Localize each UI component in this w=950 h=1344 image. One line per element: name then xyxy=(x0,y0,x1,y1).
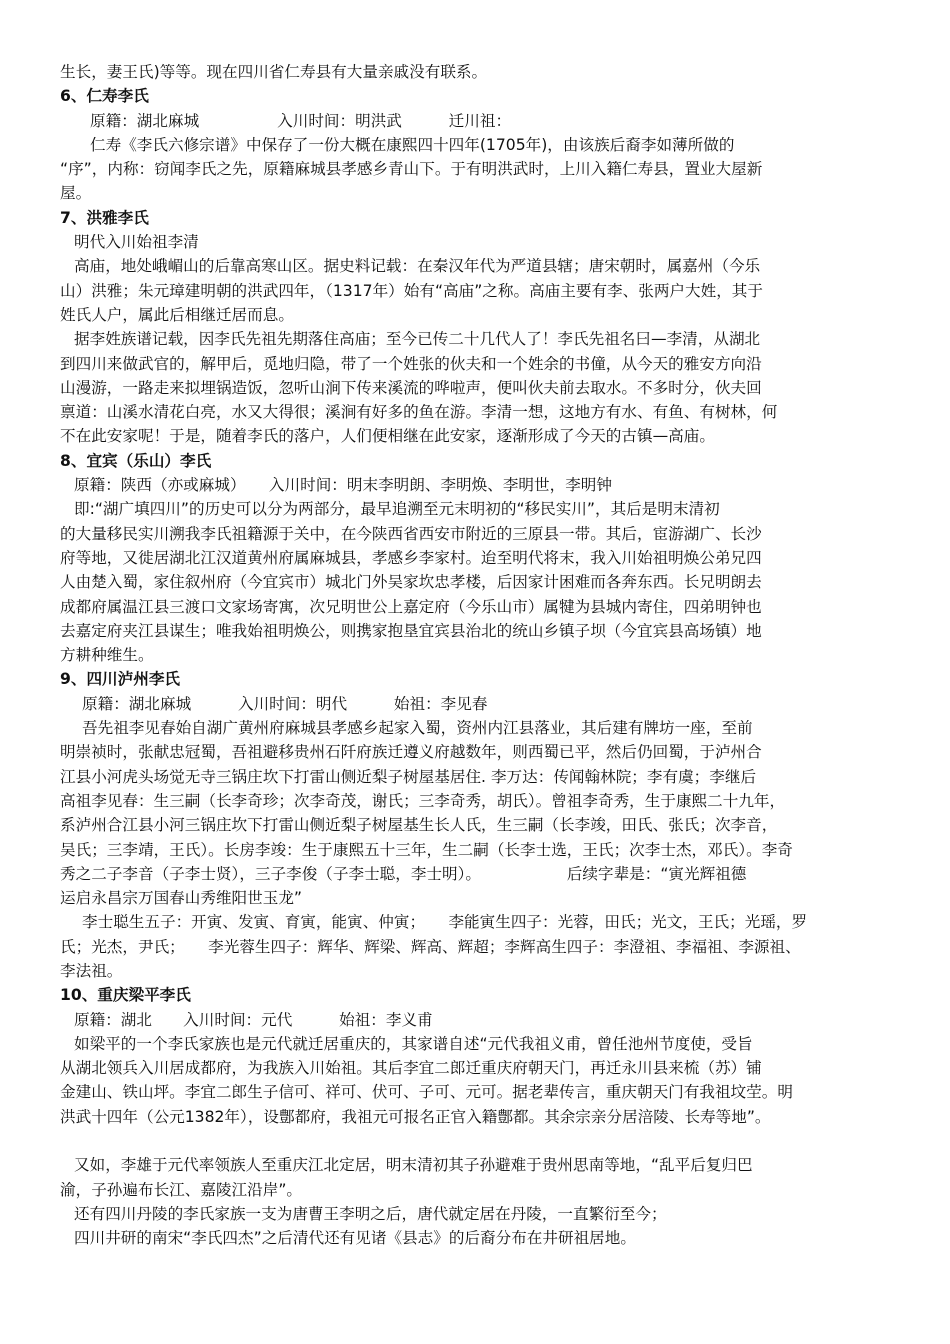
text-line: 原籍：湖北 入川时间：元代 始祖：李义甫 xyxy=(74,1010,433,1029)
text-line: 运启永昌宗万国春山秀维阳世玉龙” xyxy=(60,889,302,908)
section-heading: 10、重庆梁平李氏 xyxy=(60,986,191,1005)
text-line: 原籍：湖北麻城 入川时间：明洪武 迁川祖： xyxy=(90,111,512,130)
text-line: 秀之二子李音（子李士贤），三子李俊（子李士聪，李士明）。 后续字辈是：“寅光辉祖德 xyxy=(60,864,747,883)
text-line: 去嘉定府夹江县谋生；唯我始祖明焕公，则携家抱垦宜宾县治北的统山乡镇子坝（今宜宾县高场镇）地 xyxy=(60,621,762,640)
text-line: 方耕种维生。 xyxy=(60,646,154,665)
text-line: 明崇祯时，张献忠冠蜀，吾祖避移贵州石阡府族迁遵义府越数年，则西蜀已平，然后仍回蜀，于泸州合 xyxy=(60,743,762,762)
text-line: 还有四川丹陵的李氏家族一支为唐曹王李明之后，唐代就定居在丹陵，一直繁衍至今； xyxy=(74,1204,667,1223)
text-line: 山漫游，一路走来拟埋锅造饭，忽听山涧下传来溪流的哗啦声，便叫伙夫前去取水。不多时分，伙夫回 xyxy=(60,378,762,397)
text-line: 即:“湖广填四川”的历史可以分为两部分，最早追溯至元末明初的“移民实川”，其后是明末清初 xyxy=(74,500,720,519)
text-line: 府等地，又徙居湖北江汉道黄州府属麻城县，孝感乡李家村。迨至明代将末，我入川始祖明焕公弟兄四 xyxy=(60,548,762,567)
text-line: 人由楚入蜀，家住叙州府（今宜宾市）城北门外吴家坎忠孝楼，后因家计困难而各奔东西。长兄明朗去 xyxy=(60,573,762,592)
text-line: 金建山、铁山坪。李宜二郎生子信可、祥可、伏可、子可、元可。据老辈传言，重庆朝天门有我祖坟茔。明 xyxy=(60,1083,793,1102)
text-line: 不在此安家呢！于是，随着李氏的落户，人们便相继在此安家，逐渐形成了今天的古镇—高庙。 xyxy=(60,427,715,446)
text-line: 原籍：陕西（亦或麻城） 入川时间：明末李明朗、李明焕、李明世，李明钟 xyxy=(74,476,612,495)
section-heading: 7、洪雅李氏 xyxy=(60,208,149,227)
text-line: 吾先祖李见春始自湖广黄州府麻城县孝感乡起家入蜀，资州内江县落业，其后建有牌坊一座，至前 xyxy=(82,719,753,738)
text-line: 李法祖。 xyxy=(60,961,123,980)
text-line: 屋。 xyxy=(60,184,92,203)
blank-line xyxy=(60,1129,888,1153)
text-line: 渝，子孙遍布长江、嘉陵江沿岸”。 xyxy=(60,1180,302,1199)
text-line: 禀道：山溪水清花白亮，水又大得很；溪涧有好多的鱼在游。李清一想，这地方有水、有鱼、有树林，何 xyxy=(60,403,778,422)
text-line: 到四川来做武官的，解甲后，觅地归隐，带了一个姓张的伙夫和一个姓余的书僮，从今天的雅安方向沿 xyxy=(60,354,762,373)
text-line: 山）洪雅；朱元璋建明朝的洪武四年，（1317年）始有“高庙”之称。高庙主要有李、张两户大姓，其于 xyxy=(60,281,763,300)
text-line: 的大量移民实川溯我李氏祖籍源于关中，在今陕西省西安市附近的三原县一带。其后，宦游湖广、长沙 xyxy=(60,524,762,543)
text-line: 吴氏；三李靖，王氏）。长房李竣：生于康熙五十三年，生二嗣（长李士选，王氏；次李士杰，邓氏）。李奇 xyxy=(60,840,793,859)
text-line: 如梁平的一个李氏家族也是元代就迁居重庆的，其家谱自述“元代我祖义甫，曾任池州节度使，受旨 xyxy=(74,1034,753,1053)
text-line: 姓氏人户，属此后相继迁居而息。 xyxy=(60,305,294,324)
section-heading: 9、四川泸州李氏 xyxy=(60,670,181,689)
text-line: 明代入川始祖李清 xyxy=(74,233,199,252)
text-line: 李士聪生五子：开寅、发寅、育寅，能寅、仲寅； 李能寅生四子：光蓉，田氏；光文，王氏；光瑶，罗 xyxy=(82,913,808,932)
section-heading: 6、仁寿李氏 xyxy=(60,87,149,106)
text-line: 从湖北领兵入川居成都府，为我族入川始祖。其后李宜二郎迁重庆府朝天门，再迁永川县来梳（苏）铺 xyxy=(60,1059,762,1078)
text-line: 据李姓族谱记载，因李氏先祖先期落住高庙；至今已传二十几代人了！李氏先祖名曰—李清，从湖北 xyxy=(74,330,761,349)
text-line: 高庙，地处峨嵋山的后靠高寒山区。据史料记载：在秦汉年代为严道县辖；唐宋朝时，属嘉州（今乐 xyxy=(74,257,761,276)
text-line: 系泸州合江县小河三锅庄坎下打雷山侧近梨子树屋基生长人氏，生三嗣（长李竣，田氏、张氏；次李音， xyxy=(60,816,778,835)
text-line: “序”，内称：窃闻李氏之先，原籍麻城县孝感乡青山下。于有明洪武时，上川入籍仁寿县，置业大屋新 xyxy=(60,160,763,179)
text-line: 洪武十四年（公元1382年），设鄷都府，我祖元可报名正官入籍鄷都。其余宗亲分居涪陵、长寿等地”。 xyxy=(60,1107,771,1126)
section-heading: 8、宜宾（乐山）李氏 xyxy=(60,451,212,470)
text-line: 江县小河虎头场觉无寺三锅庄坎下打雷山侧近梨子树屋基居住. 李万达：传闻翰林院；李有虞；李继后 xyxy=(60,767,757,786)
text-line: 四川井研的南宋“李氏四杰”之后清代还有见诸《县志》的后裔分布在井研祖居地。 xyxy=(74,1229,636,1248)
text-line: 成都府属温江县三渡口文家场寄寓，次兄明世公上嘉定府（今乐山市）属犍为县城内寄住，四弟明钟也 xyxy=(60,597,762,616)
text-line: 又如，李雄于元代率领族人至重庆江北定居，明末清初其子孙避难于贵州思南等地，“乱平后复归巴 xyxy=(74,1156,753,1175)
text-line: 氏；光杰，尹氏； 李光蓉生四子：辉华、辉梁、辉高、辉超；李辉高生四子：李澄祖、李福祖、李源祖、 xyxy=(60,937,801,956)
text-line: 仁寿《李氏六修宗谱》中保存了一份大概在康熙四十四年(1705年)，由该族后裔李如薄所做的 xyxy=(90,135,735,154)
text-line: 原籍：湖北麻城 入川时间：明代 始祖：李见春 xyxy=(82,694,488,713)
text-line: 生长，妻王氏)等等。现在四川省仁寿县有大量亲戚没有联系。 xyxy=(60,63,488,81)
text-line: 高祖李见春：生三嗣（长李奇珍；次李奇茂，谢氏；三李奇秀，胡氏）。曾祖李奇秀，生于康熙二十九年， xyxy=(60,791,786,810)
